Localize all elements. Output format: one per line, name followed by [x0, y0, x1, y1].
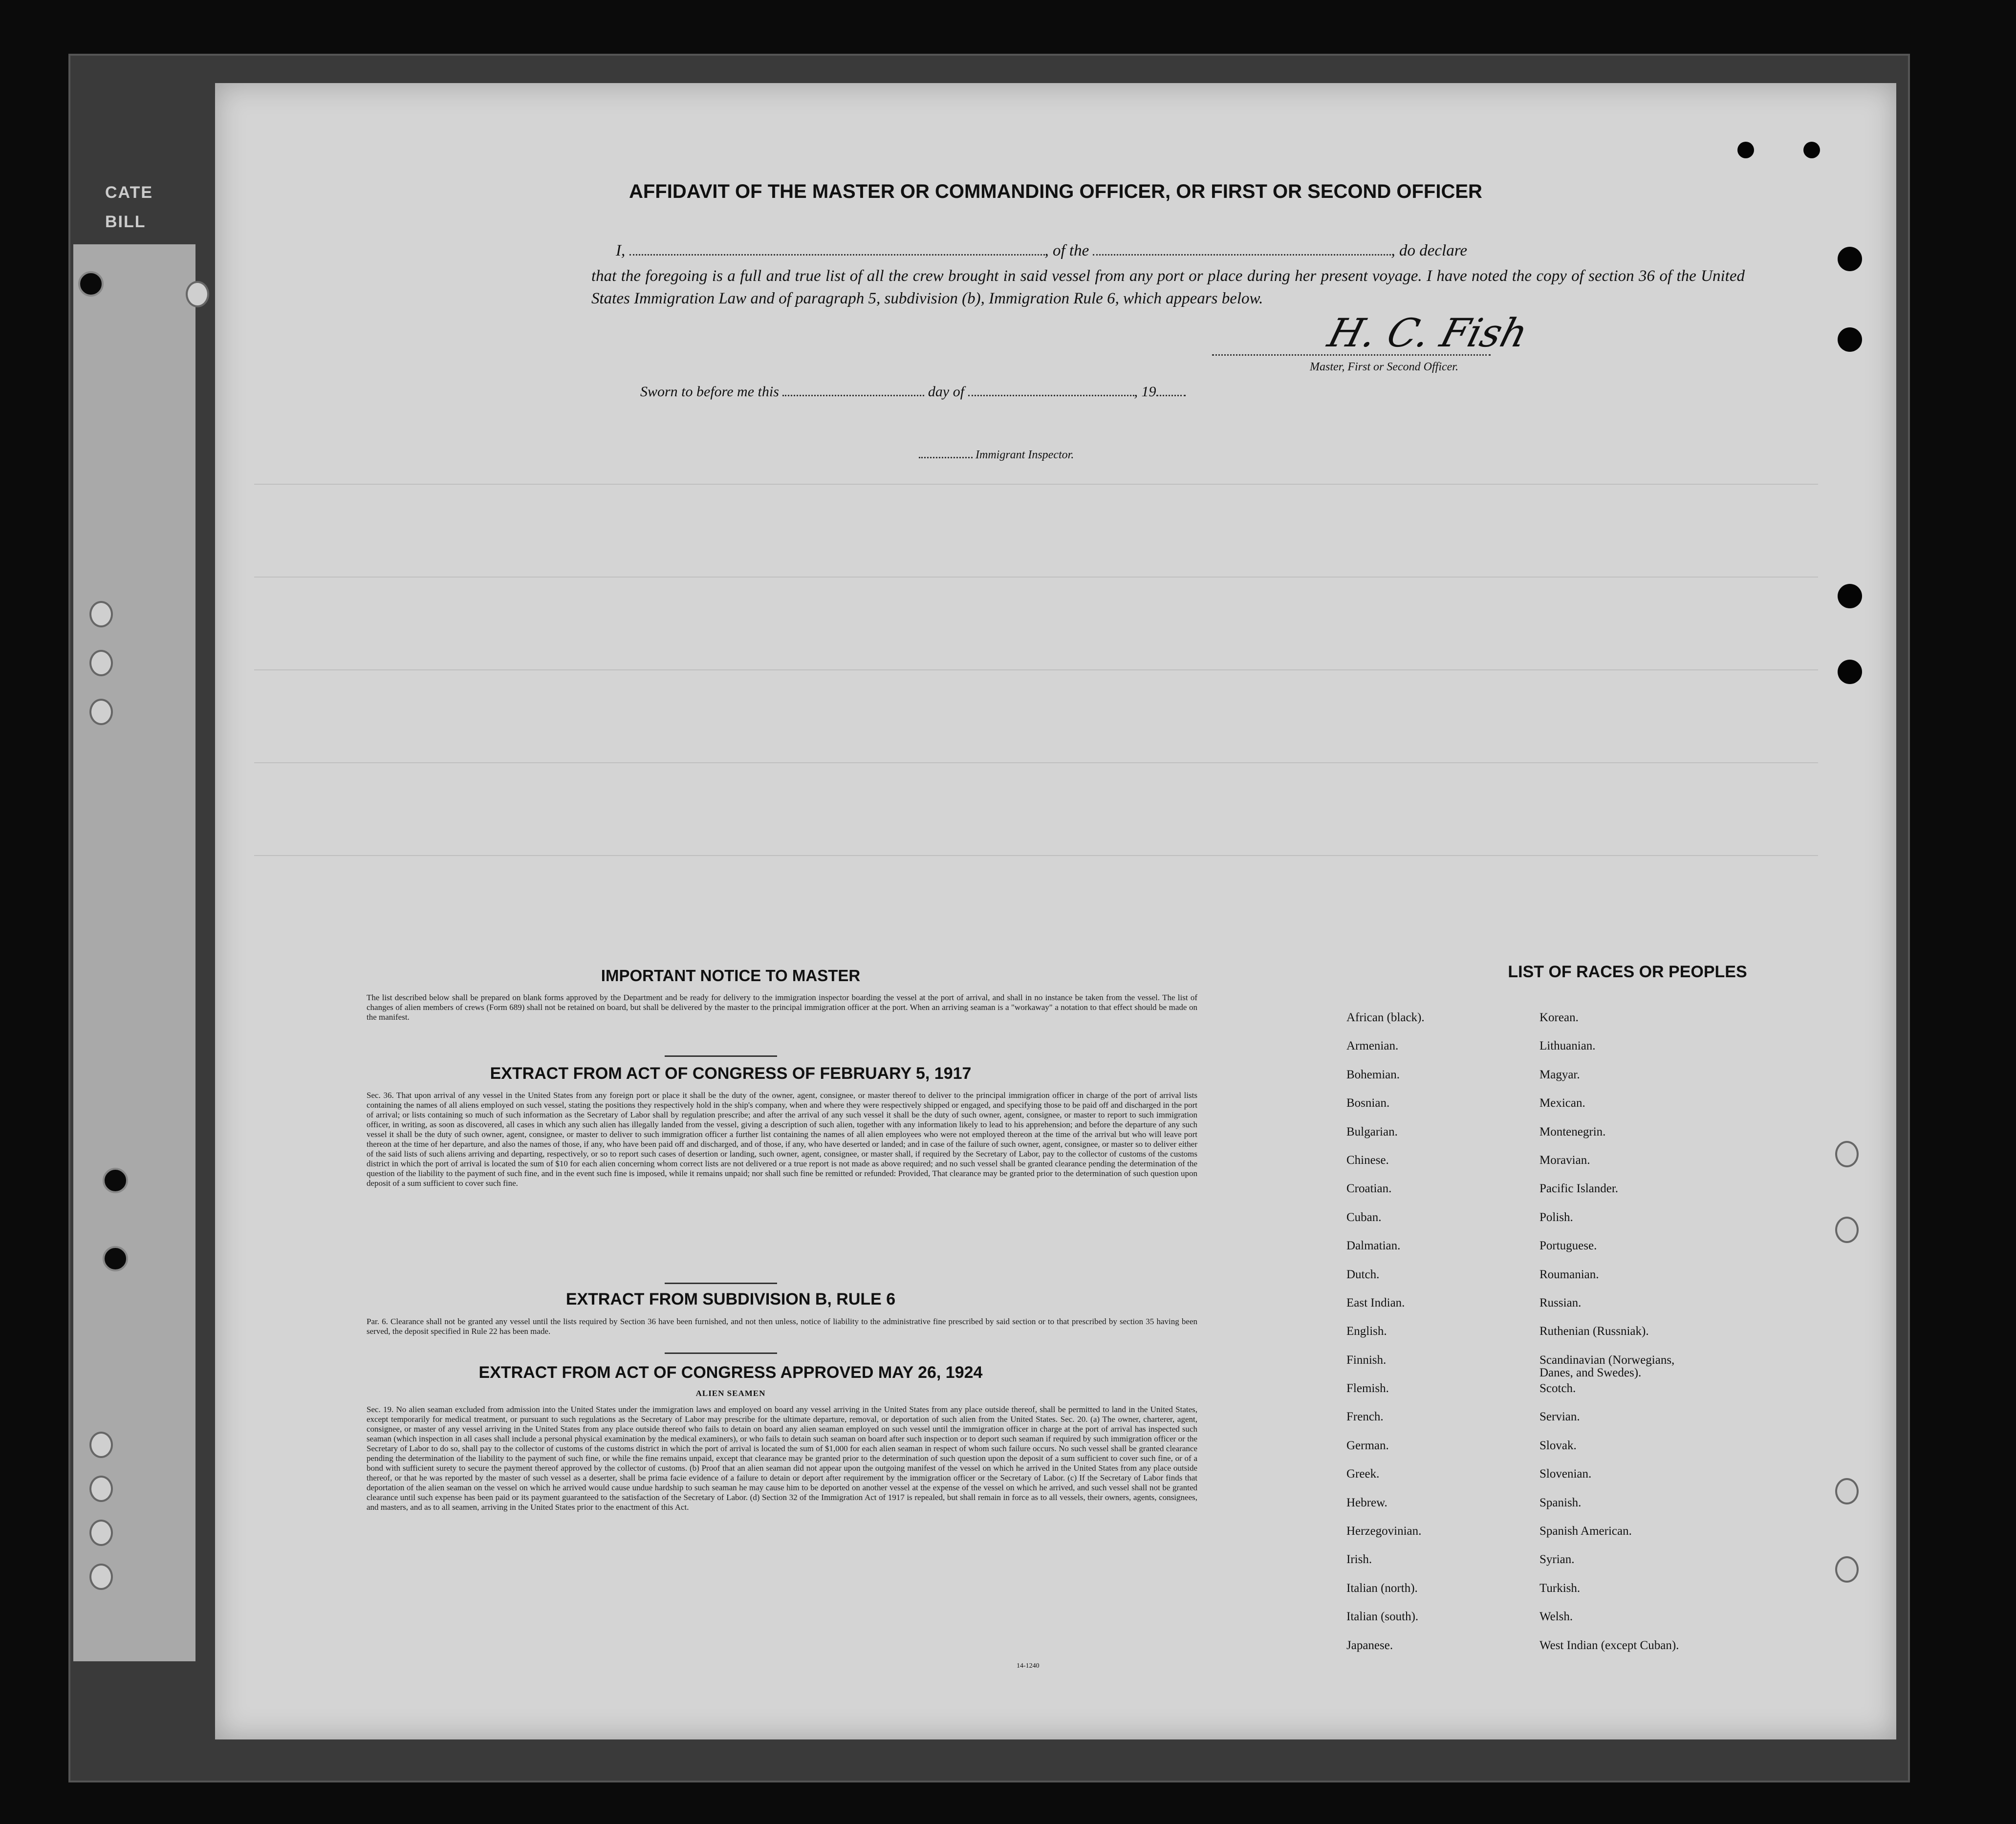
- race-item: English.: [1346, 1325, 1387, 1338]
- race-item: Cuban.: [1346, 1210, 1382, 1224]
- race-item: German.: [1346, 1438, 1389, 1452]
- inspector-line: [919, 447, 1074, 462]
- races-title: LIST OF RACES OR PEOPLES: [1508, 963, 1747, 981]
- punch-hole: [1835, 1141, 1859, 1167]
- race-item: East Indian.: [1346, 1296, 1405, 1309]
- binder-hole: [89, 1564, 113, 1590]
- vessel-blank[interactable]: [1093, 244, 1391, 256]
- extract-1924-title: EXTRACT FROM ACT OF CONGRESS APPROVED MAY 26, 1924: [478, 1363, 983, 1382]
- affidavit-declaration-line: [616, 242, 1467, 260]
- punch-hole: [1835, 1217, 1859, 1243]
- race-item: Herzegovinian.: [1346, 1524, 1422, 1538]
- extract-1917-title: EXTRACT FROM ACT OF CONGRESS OF FEBRUARY 5, 1917: [490, 1064, 972, 1083]
- punch-hole: [1838, 327, 1862, 352]
- punch-hole: [1838, 584, 1862, 608]
- race-item: Hebrew.: [1346, 1496, 1387, 1509]
- race-item: Bohemian.: [1346, 1068, 1400, 1081]
- race-item: Croatian.: [1346, 1182, 1392, 1196]
- sworn-line: [640, 384, 1186, 400]
- race-item: Finnish.: [1346, 1353, 1387, 1367]
- race-item: Scotch.: [1539, 1382, 1576, 1395]
- divider: [665, 1283, 777, 1284]
- manifest-page: [215, 83, 1896, 1739]
- race-item: Spanish.: [1539, 1496, 1582, 1509]
- affidavit-i: I,: [616, 242, 626, 259]
- divider: [665, 1352, 777, 1354]
- race-item: Italian (south).: [1346, 1610, 1419, 1624]
- punch-hole: [1803, 142, 1820, 158]
- race-item: Pacific Islander.: [1539, 1182, 1619, 1196]
- affidavit-declare: , do declare: [1391, 242, 1467, 259]
- extract-rule6-title: EXTRACT FROM SUBDIVISION B, RULE 6: [565, 1290, 896, 1309]
- affidavit-title: AFFIDAVIT OF THE MASTER OR COMMANDING OFFICER, OR FIRST OR SECOND OFFICER: [629, 181, 1482, 202]
- affidavit-body: that the foregoing is a full and true list of all the crew brought in said vessel from any port or place during her present voyage. I have noted the copy of section 36 of the United States Immigration Law and of paragraph 5, subdivision (b), Immigration Rule 6, which appears below.: [591, 267, 1745, 307]
- race-item: Chinese.: [1346, 1153, 1389, 1167]
- race-item: Magyar.: [1539, 1068, 1580, 1081]
- inspector-caption: Immigrant Inspector.: [975, 449, 1074, 461]
- extract-1917-body: Sec. 36. That upon arrival of any vessel in the United States from any foreign port or place it shall be the duty of the owner, agent, consignee, or master thereof to deliver to the principal immigration officer in charge of the port of arrival lists containing the names of all aliens employed on such vessel, stating the positions they respectively hold in the ship's company, when and where they were respectively shipped or engaged, and specifying those to be paid off and discharged in the port of arrival; or lists containing so much of such information as the Secretary of Labor shall by regulation prescribe; and after the arrival of any such vessel it shall be the duty of such owner, agent, consignee, or master to report to such immigration officer, in writing, as soon as discovered, all cases in which any such alien has illegally landed from the vessel, giving a description of such alien, together with any information likely to lead to his apprehension; and before the departure of any such vessel it shall be the duty of such owner, agent, consignee, or master to deliver to such immigration officer a further list containing the names of all alien employees who were not employed thereon at the time of the arrival but who will leave port thereon at the time of her departure, and also the names of those, if any, who have been paid off and discharged, and of those, if any, who have deserted or landed; and in case of the failure of such owner, agent, consignee, or master so to deliver either of the said lists of such aliens arriving and departing, respectively, or so to report such cases of desertion or landing, such owner, agent, consignee, or master shall, if required by the Secretary of Labor, pay to the collector of customs of the customs district in which the port of arrival is located the sum of $10 for each alien concerning whom correct lists are not delivered or a true report is not made as above required; and no such vessel shall be granted clearance pending the determination of the question of the liability to the payment of such fine, and in the event such fine is imposed, while it remains unpaid; nor shall such fine be remitted or refunded: Provided, That clearance may be granted prior to the determination of such question upon deposit of a sum sufficient to cover such fine.: [367, 1091, 1197, 1188]
- sworn-day-of: day of: [928, 384, 965, 400]
- races-left-column: [1346, 1011, 1425, 1668]
- race-item: Bosnian.: [1346, 1096, 1390, 1110]
- extract-rule6-body: Par. 6. Clearance shall not be granted any vessel until the lists required by Section 36 have been furnished, and not then unless, notice of liability to the administrative fine prescribed by said section or to that prescribed by section 35 having been served, the deposit specified in Rule 22 has been made.: [367, 1317, 1197, 1336]
- race-item: Mexican.: [1539, 1096, 1585, 1110]
- binder-hole: [89, 1432, 113, 1458]
- punch-hole: [1737, 142, 1754, 158]
- binder-hole: [103, 1168, 128, 1193]
- sworn-month-blank[interactable]: [968, 385, 1134, 396]
- race-item: Polish.: [1539, 1210, 1573, 1224]
- binder-hole: [89, 1520, 113, 1546]
- binder-hole: [78, 271, 104, 297]
- affidavit-of-the: , of the: [1044, 242, 1089, 259]
- race-item: Armenian.: [1346, 1039, 1399, 1053]
- races-right-column: [1539, 1011, 1679, 1668]
- form-number: 14-1240: [1017, 1662, 1040, 1670]
- race-item: Japanese.: [1346, 1638, 1393, 1652]
- race-item: Korean.: [1539, 1011, 1579, 1024]
- edge-label-cate: CATE: [105, 183, 153, 202]
- race-item: French.: [1346, 1410, 1384, 1424]
- race-item: Russian.: [1539, 1296, 1582, 1309]
- sworn-year-blank[interactable]: [1156, 385, 1186, 396]
- master-signature: H. C. Fish: [1323, 310, 1533, 356]
- race-item: Montenegrin.: [1539, 1125, 1606, 1138]
- binder-hole: [103, 1246, 128, 1271]
- name-blank[interactable]: [629, 244, 1045, 256]
- race-item: Turkish.: [1539, 1581, 1581, 1595]
- notice-title: IMPORTANT NOTICE TO MASTER: [601, 966, 861, 985]
- punch-hole: [1838, 660, 1862, 684]
- punch-hole: [1838, 247, 1862, 271]
- edge-label-bill: BILL: [105, 213, 146, 231]
- signature-line: [1212, 354, 1491, 356]
- punch-hole: [1835, 1556, 1859, 1583]
- divider: [665, 1055, 777, 1057]
- signature-caption: Master, First or Second Officer.: [1310, 361, 1458, 373]
- race-item: Portuguese.: [1539, 1239, 1597, 1253]
- race-item: Roumanian.: [1539, 1267, 1599, 1281]
- notice-body: The list described below shall be prepared on blank forms approved by the Department and be ready for delivery to the immigration inspector boarding the vessel at the port of arrival, and shall in no instance be taken from the vessel. The list of changes of alien members of crews (Form 689) shall not be retained on board, but shall be delivered by the master to the principal immigration officer at the port. When an arriving seaman is a "workaway" a notation to that effect should be made on the manifest.: [367, 993, 1197, 1022]
- binder-hole: [186, 281, 209, 307]
- race-item: Moravian.: [1539, 1153, 1590, 1167]
- punch-hole: [1835, 1478, 1859, 1504]
- race-item: Dalmatian.: [1346, 1239, 1401, 1253]
- binder-hole: [89, 1476, 113, 1502]
- race-item: Greek.: [1346, 1467, 1380, 1481]
- extract-1924-body: Sec. 19. No alien seaman excluded from admission into the United States under the immigration laws and employed on board any vessel arriving in the United States from any place outside thereof, shall be permitted to land in the United States, except temporarily for medical treatment, or pursuant to such regulations as the Secretary of Labor may prescribe for the ultimate departure, removal, or deportation of such alien from the United States. Sec. 20. (a) The owner, charterer, agent, consignee, or master of any vessel arriving in the United States from any place outside thereof who fails to detain on board any alien seaman employed on such vessel until the immigration officer in charge at the port of arrival has inspected such seaman (which inspection in all cases shall include a personal physical examination by the medical examiners), or who fails to detain such seaman on board after such inspection or to deport such seaman if required by such immigration officer or the Secretary of Labor to do so, shall pay to the collector of customs of the customs district in which the port of arrival is located the sum of $1,000 for each alien seaman in respect of whom such failure occurs. No such vessel shall be granted clearance pending the determination of the liability to the payment of such fine, or while the fine remains unpaid, except that clearance may be granted prior to the determination of such question upon the deposit of a sum sufficient to cover such fine, or of a bond with sufficient surety to secure the payment thereof approved by the collector of customs. (b) Proof that an alien seaman did not appear upon the outgoing manifest of the vessel on which he arrived in the United States from any place outside thereof, or that he was reported by the master of such vessel as a deserter, shall be prima facie evidence of a failure to detain or deport after requirement by the immigration officer or the Secretary of Labor. (c) If the Secretary of Labor finds that deportation of the alien seaman on the vessel on which he arrived would cause undue hardship to such seaman he may cause him to be deported on another vessel at the expense of the vessel on which he arrived, and such vessel shall not be granted clearance until such expense has been paid or its payment guaranteed to the satisfaction of the Secretary of Labor. (d) Section 32 of the Immigration Act of 1917 is repealed, but shall remain in force as to all vessels, their owners, agents, consignees, and masters, and as to all seamen, arriving in the United States prior to the enactment of this Act.: [367, 1405, 1197, 1512]
- sworn-year: , 19: [1134, 384, 1156, 400]
- race-item: Irish.: [1346, 1553, 1372, 1566]
- race-item: Syrian.: [1539, 1553, 1575, 1566]
- inspector-blank[interactable]: [919, 447, 973, 458]
- race-item: Italian (north).: [1346, 1581, 1418, 1595]
- sworn-prefix: Sworn to before me this: [640, 384, 779, 400]
- race-item: Slovak.: [1539, 1438, 1577, 1452]
- alien-seamen-subtitle: ALIEN SEAMEN: [695, 1389, 766, 1398]
- race-item: Slovenian.: [1539, 1467, 1592, 1481]
- binder-hole: [89, 650, 113, 676]
- sworn-date-blank[interactable]: [782, 385, 924, 396]
- race-item: Bulgarian.: [1346, 1125, 1398, 1138]
- race-item: Scandinavian (Norwegians, Danes, and Swedes).: [1539, 1353, 1675, 1379]
- race-item: Flemish.: [1346, 1382, 1389, 1395]
- race-item: Servian.: [1539, 1410, 1580, 1424]
- race-item: West Indian (except Cuban).: [1539, 1638, 1679, 1652]
- race-item: Ruthenian (Russniak).: [1539, 1325, 1649, 1338]
- binder-hole: [89, 601, 113, 627]
- race-item: Spanish American.: [1539, 1524, 1632, 1538]
- race-item: Lithuanian.: [1539, 1039, 1596, 1053]
- race-item: Welsh.: [1539, 1610, 1573, 1624]
- race-item: Dutch.: [1346, 1267, 1380, 1281]
- binder-hole: [89, 699, 113, 725]
- race-item: African (black).: [1346, 1011, 1425, 1024]
